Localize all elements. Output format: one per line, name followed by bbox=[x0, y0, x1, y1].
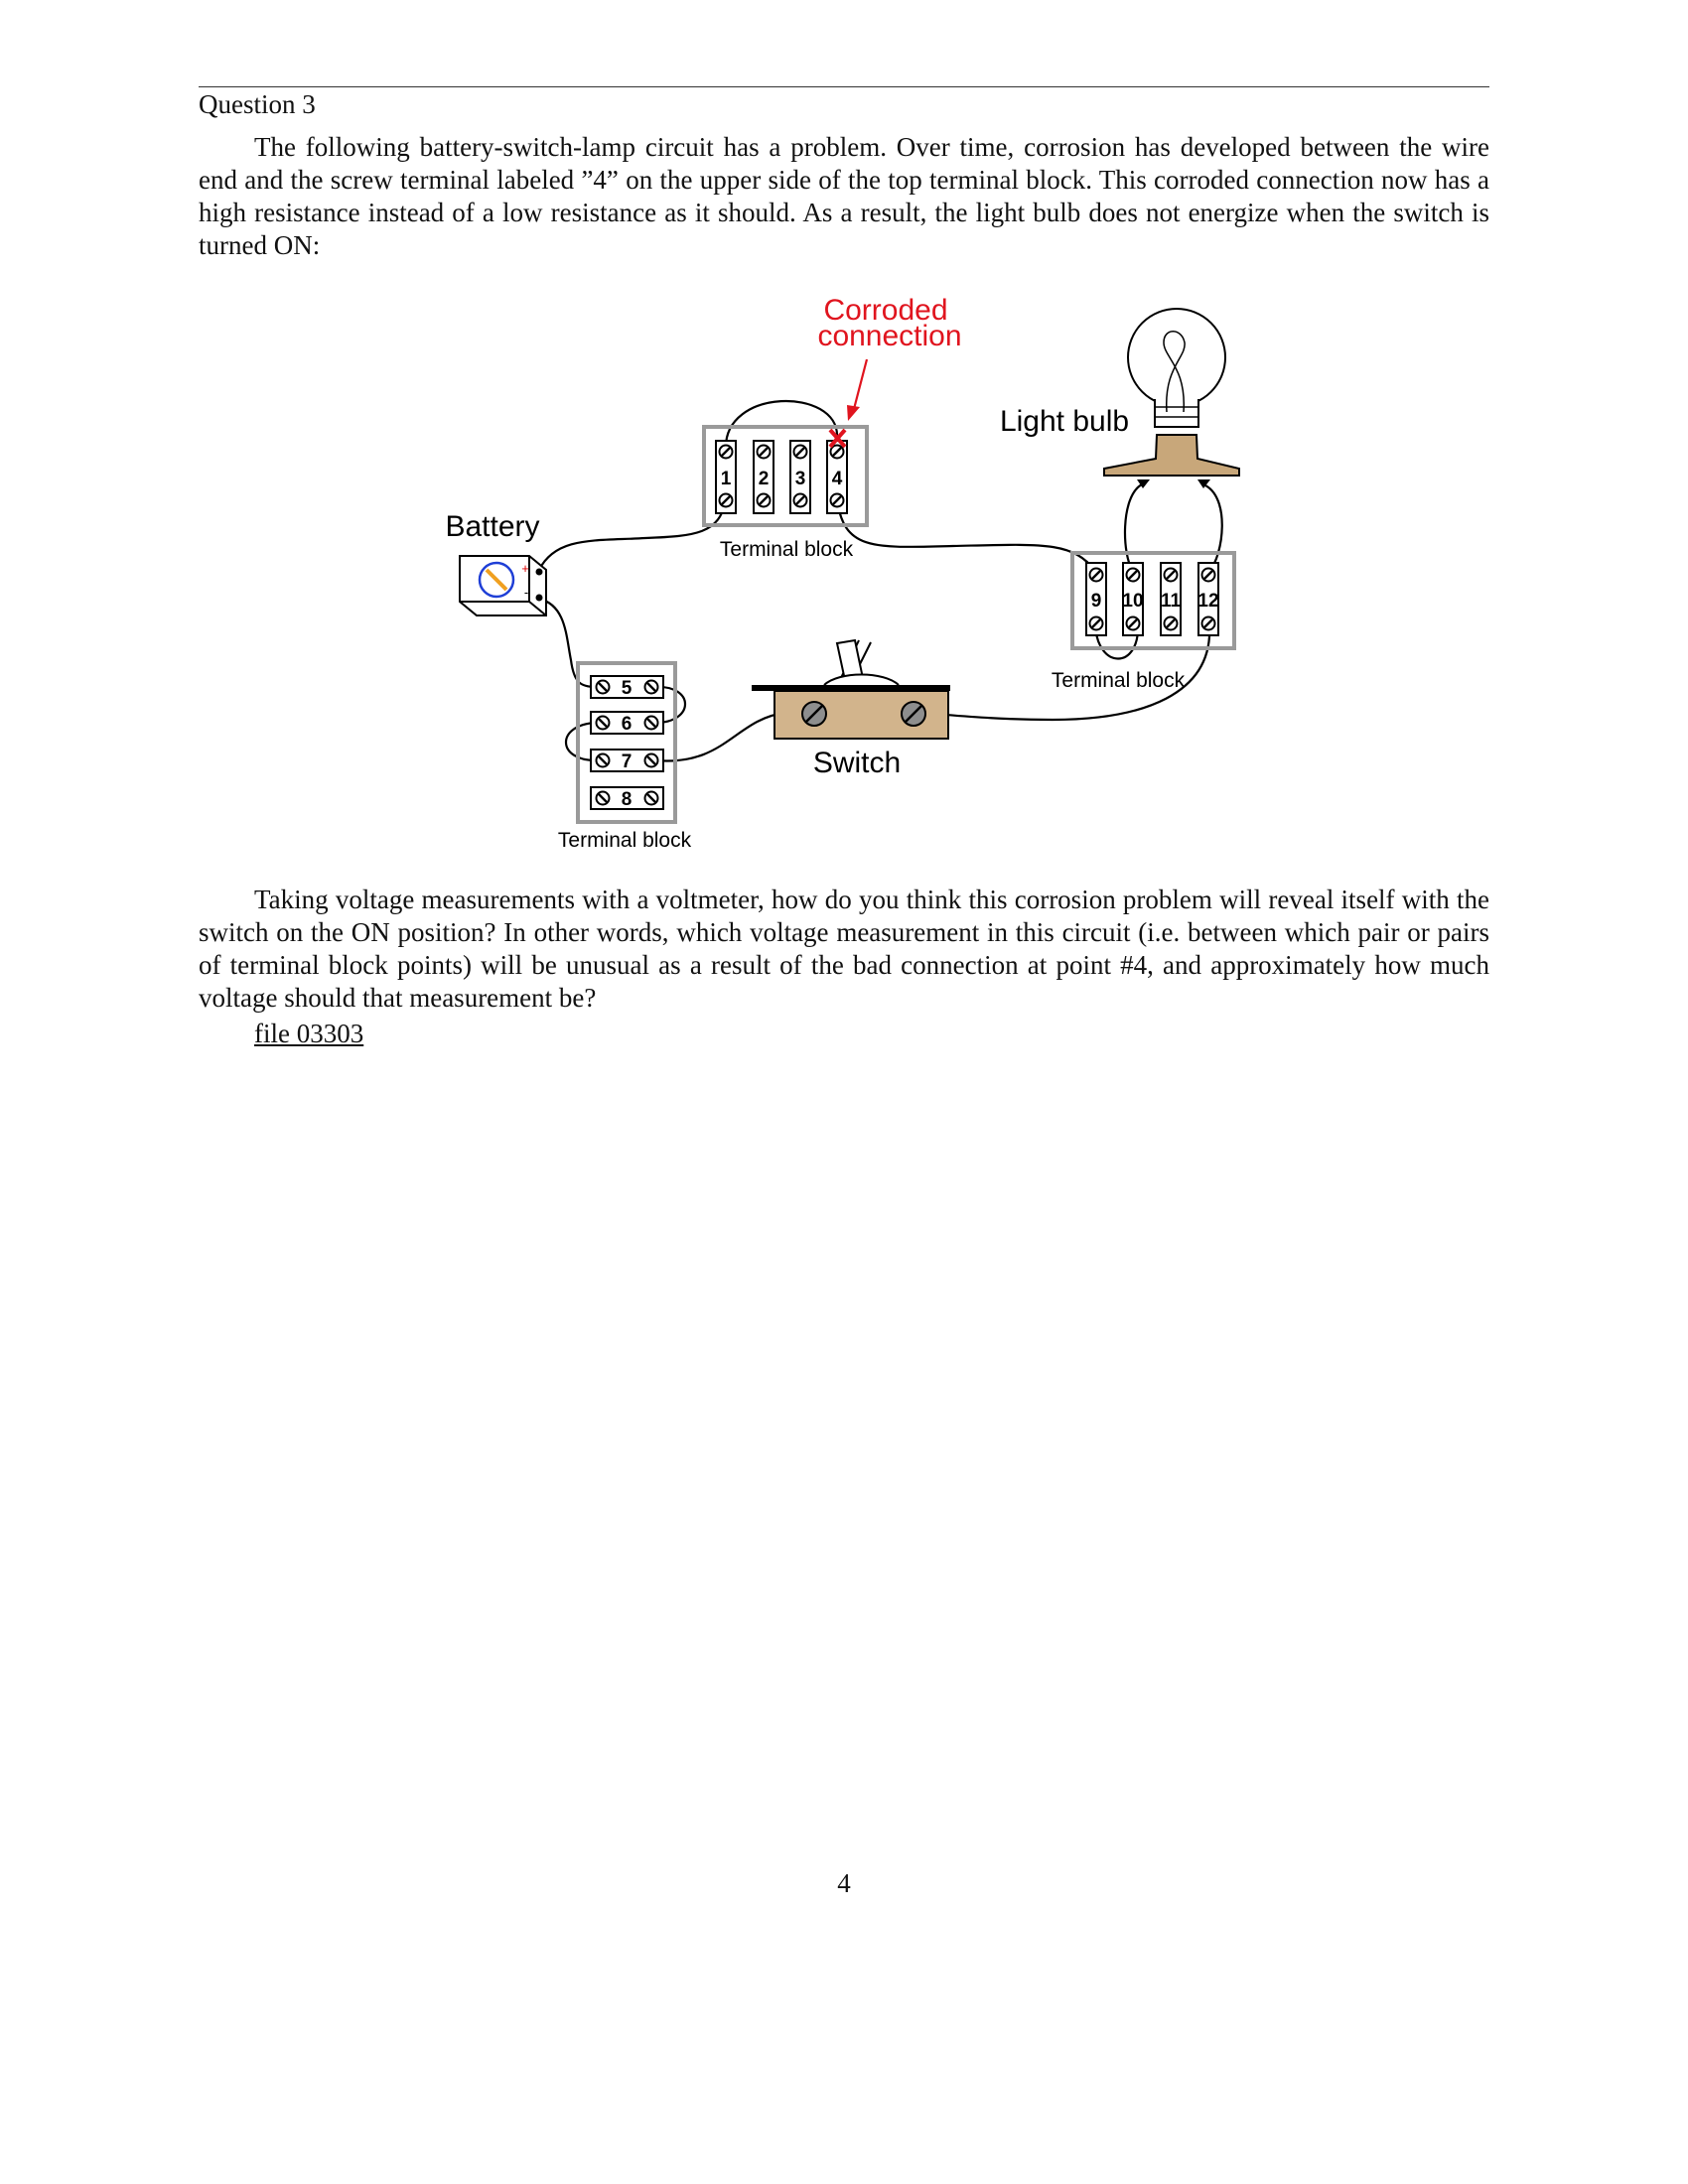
terminal-9 bbox=[1086, 563, 1106, 635]
terminal-label: 12 bbox=[1197, 591, 1219, 612]
terminal-10 bbox=[1122, 563, 1143, 635]
corroded-label-line2: connection bbox=[817, 320, 962, 352]
terminal-block-bottom-label: Terminal block bbox=[557, 829, 692, 852]
battery-minus-sign: - bbox=[523, 585, 529, 600]
terminal-label: 4 bbox=[831, 469, 843, 489]
light-bulb bbox=[1104, 309, 1239, 488]
terminal-label: 1 bbox=[720, 469, 732, 489]
wire-bulb-to-12 bbox=[1203, 484, 1222, 571]
terminal-label: 6 bbox=[621, 714, 633, 735]
terminal-label: 5 bbox=[621, 678, 633, 699]
terminal-1 bbox=[716, 441, 736, 513]
light-bulb-label: Light bulb bbox=[999, 405, 1130, 438]
terminal-3 bbox=[790, 441, 810, 513]
terminal-label: 3 bbox=[794, 469, 806, 489]
wire-battery-pos-to-1 bbox=[539, 499, 726, 570]
terminal-11 bbox=[1161, 563, 1182, 635]
page-number: 4 bbox=[837, 1868, 851, 1898]
terminal-6 bbox=[591, 712, 663, 735]
terminal-block-top-label: Terminal block bbox=[719, 538, 854, 561]
terminal-7 bbox=[591, 750, 663, 772]
battery-plus-sign: + bbox=[521, 561, 529, 576]
toggle-switch bbox=[752, 640, 950, 739]
wire-4-to-9 bbox=[837, 499, 1095, 571]
question-paragraph: Taking voltage measurements with a voltmeter, how do you think this corrosion problem will reveal itself with the switch on the ON position? In other words, which voltage measurement in this circuit (i.e. between which pair or pairs of terminal block points) will be unusual as a result of the bad connection at point #4, and approximately how much voltage should that measurement be? bbox=[199, 885, 1489, 1013]
corrosion-arrow bbox=[847, 359, 867, 421]
terminal-block-top bbox=[704, 427, 867, 525]
terminal-block-right-label: Terminal block bbox=[1051, 669, 1186, 692]
file-reference-link[interactable]: file 03303 bbox=[254, 1019, 364, 1048]
battery bbox=[460, 556, 546, 615]
switch-label: Switch bbox=[812, 747, 902, 779]
terminal-label: 11 bbox=[1160, 591, 1182, 612]
terminal-block-bottom bbox=[578, 663, 675, 822]
question-label: Question 3 bbox=[199, 89, 316, 119]
wire-battery-neg-to-5 bbox=[539, 599, 596, 687]
terminal-label: 8 bbox=[621, 789, 633, 810]
terminal-4 bbox=[827, 441, 847, 513]
terminal-12 bbox=[1197, 563, 1218, 635]
terminal-label: 10 bbox=[1122, 591, 1144, 612]
terminal-label: 9 bbox=[1090, 591, 1102, 612]
battery-label: Battery bbox=[445, 510, 540, 543]
wire-bulb-to-10 bbox=[1125, 484, 1142, 571]
corroded-label-line1: Corroded bbox=[823, 294, 948, 327]
terminal-5 bbox=[591, 676, 663, 699]
terminal-label: 2 bbox=[758, 469, 770, 489]
circuit-diagram bbox=[0, 0, 1688, 893]
intro-paragraph: The following battery-switch-lamp circuit has a problem. Over time, corrosion has developed between the wire end and the screw terminal labeled ”4” on the upper side of the top terminal block. This corroded connection now has a high resistance instead of a low resistance as it should. As a result, the light bulb does not energize when the switch is turned ON: bbox=[199, 132, 1489, 260]
terminal-label: 7 bbox=[621, 751, 633, 772]
terminal-8 bbox=[591, 787, 663, 810]
terminal-block-right bbox=[1072, 553, 1234, 648]
terminal-2 bbox=[754, 441, 774, 513]
